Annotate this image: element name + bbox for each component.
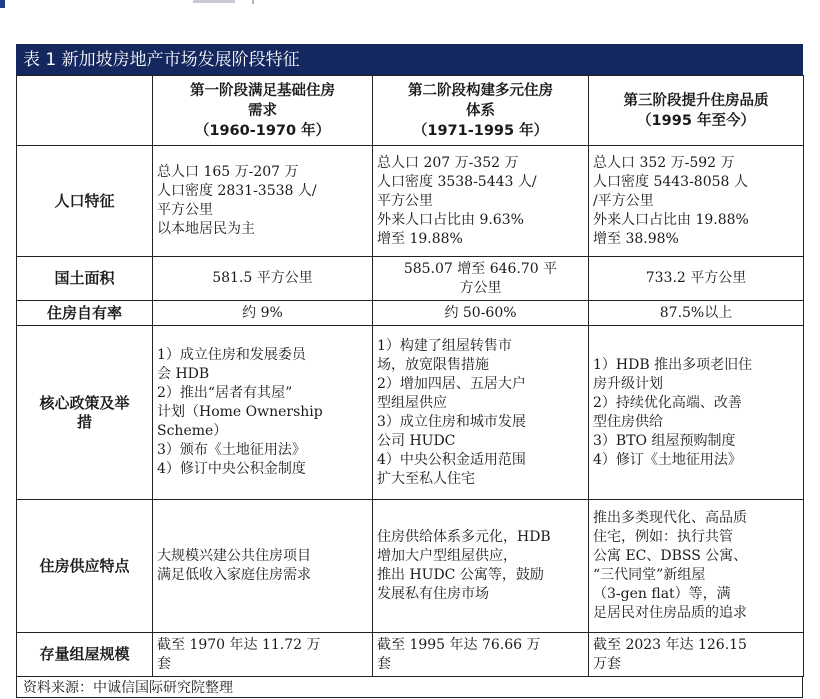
cell-ownership-stage3 bbox=[589, 301, 804, 326]
cell-line: 约 50-60% bbox=[444, 304, 517, 321]
cell-line: 型组屋供应 bbox=[377, 394, 447, 411]
table-row-land-area bbox=[17, 257, 804, 301]
row-label-supply: 住房供应特点 bbox=[17, 500, 153, 633]
cell-line: 1）构建了组屋转售市 bbox=[377, 337, 512, 354]
cell-line: 计划（Home Ownership bbox=[157, 404, 323, 420]
cell-supply-stage1 bbox=[153, 500, 373, 633]
row-label-ownership: 住房自有率 bbox=[17, 301, 153, 326]
cell-stock-stage2 bbox=[373, 633, 589, 677]
stage-table bbox=[16, 75, 804, 677]
stage3-years: （1995 年至今） bbox=[637, 112, 755, 129]
table-row-ownership bbox=[17, 301, 804, 326]
cell-supply-stage3 bbox=[589, 500, 804, 633]
cell-line: 万套 bbox=[593, 655, 621, 672]
stage1-title-line2: 需求 bbox=[248, 102, 277, 119]
cell-land-stage2 bbox=[373, 257, 589, 301]
cell-line: 外来人口占比由 9.63% bbox=[377, 211, 524, 228]
cell-line: 套 bbox=[157, 655, 171, 672]
cell-line: 人口密度 3538-5443 人/ bbox=[377, 173, 537, 190]
cell-line: 2）持续优化高端、改善 bbox=[593, 394, 742, 411]
cell-line: 2）增加四居、五居大户 bbox=[377, 375, 526, 392]
table-container bbox=[16, 44, 803, 698]
stage2-years: （1971-1995 年） bbox=[412, 122, 549, 139]
table-row-supply bbox=[17, 500, 804, 633]
cell-line: 增加大户型组屋供应， bbox=[377, 548, 517, 564]
table-title: 表 1 新加坡房地产市场发展阶段特征 bbox=[16, 44, 803, 75]
cell-policies-stage3 bbox=[589, 326, 804, 500]
cell-line: 人口密度 2831-3538 人/ bbox=[157, 183, 317, 199]
stage1-years: （1960-1970 年） bbox=[194, 122, 331, 139]
cell-line: 截至 2023 年达 126.15 bbox=[593, 636, 747, 653]
cell-population-stage1 bbox=[153, 146, 373, 257]
row-label-land-area: 国土面积 bbox=[17, 257, 153, 301]
cell-line: 住房供给体系多元化，HDB bbox=[377, 529, 551, 545]
table-row-policies bbox=[17, 326, 804, 500]
cell-line: 1）成立住房和发展委员 bbox=[157, 347, 306, 363]
cell-line: 满足低收入家庭住房需求 bbox=[157, 567, 311, 583]
brand-mark bbox=[0, 0, 5, 8]
cell-line: （3-gen flat）等，满 bbox=[593, 586, 731, 602]
table-row-stock bbox=[17, 633, 804, 677]
cell-line: 87.5%以上 bbox=[659, 304, 733, 321]
source-note: 资料来源：中诚信国际研究院整理 bbox=[16, 677, 803, 698]
cell-stock-stage1 bbox=[153, 633, 373, 677]
header-fragment-tick bbox=[252, 0, 254, 4]
cell-stock-stage3 bbox=[589, 633, 804, 677]
row-label-line: 核心政策及举 bbox=[39, 393, 130, 412]
cell-line: 截至 1970 年达 11.72 万 bbox=[157, 636, 321, 653]
cell-line: 4）修订《土地征用法》 bbox=[593, 451, 742, 468]
cell-line: 推出多类现代化、高品质 bbox=[593, 510, 747, 526]
column-header-stage3 bbox=[589, 76, 804, 146]
cell-ownership-stage2 bbox=[373, 301, 589, 326]
cell-line: 大规模兴建公共住房项目 bbox=[157, 548, 311, 564]
cell-line: 增至 19.88% bbox=[377, 230, 463, 247]
cell-line: 总人口 165 万-207 万 bbox=[157, 164, 299, 180]
row-label-population: 人口特征 bbox=[17, 146, 153, 257]
stage2-title-line1: 第二阶段构建多元住房 bbox=[408, 82, 553, 99]
cell-land-stage3 bbox=[589, 257, 804, 301]
cell-population-stage2 bbox=[373, 146, 589, 257]
cell-line: 平方公里 bbox=[377, 192, 433, 209]
cell-line: 3）成立住房和城市发展 bbox=[377, 413, 526, 430]
cell-population-stage3 bbox=[589, 146, 804, 257]
cell-line: 公寓 EC、DBSS 公寓、 bbox=[593, 548, 748, 564]
stage2-title-line2: 体系 bbox=[466, 102, 495, 119]
column-header-stage2 bbox=[373, 76, 589, 146]
cell-line: 约 9% bbox=[242, 304, 283, 321]
cell-line: 2）推出“居者有其屋” bbox=[157, 385, 293, 401]
cell-line: “三代同堂”新组屋 bbox=[593, 567, 706, 583]
cell-line: 人口密度 5443-8058 人 bbox=[593, 173, 748, 190]
corner-cell bbox=[17, 76, 153, 146]
cell-line: 平方公里 bbox=[157, 202, 213, 218]
header-strip bbox=[0, 0, 820, 8]
cell-line: 房升级计划 bbox=[593, 375, 663, 392]
cell-line: 住宅，例如：执行共管 bbox=[593, 529, 733, 545]
cell-line: 型住房供给 bbox=[593, 413, 663, 430]
cell-line: 4）中央公积金适用范围 bbox=[377, 451, 526, 468]
cell-line: 外来人口占比由 19.88% bbox=[593, 211, 749, 228]
cell-line: 以本地居民为主 bbox=[157, 221, 255, 237]
cell-line: 发展私有住房市场 bbox=[377, 586, 489, 602]
cell-line: 方公里 bbox=[459, 279, 502, 296]
cell-line: 扩大至私人住宅 bbox=[377, 470, 475, 487]
cell-line: 4）修订中央公积金制度 bbox=[157, 461, 306, 477]
cell-line: 推出 HUDC 公寓等，鼓励 bbox=[377, 567, 544, 583]
cell-line: 1）HDB 推出多项老旧住 bbox=[593, 356, 753, 373]
cell-line: 3）颁布《土地征用法》 bbox=[157, 442, 306, 458]
cell-line: 增至 38.98% bbox=[593, 230, 679, 247]
stage1-title-line1: 第一阶段满足基础住房 bbox=[190, 82, 335, 99]
cell-policies-stage2 bbox=[373, 326, 589, 500]
cell-line: 截至 1995 年达 76.66 万 bbox=[377, 636, 541, 653]
cell-ownership-stage1 bbox=[153, 301, 373, 326]
cell-line: 3）BTO 组屋预购制度 bbox=[593, 432, 736, 449]
cell-land-stage1 bbox=[153, 257, 373, 301]
table-row-population bbox=[17, 146, 804, 257]
column-header-stage1 bbox=[153, 76, 373, 146]
row-label-line: 措 bbox=[76, 412, 92, 431]
cell-line: 733.2 平方公里 bbox=[645, 270, 747, 286]
cell-line: 总人口 352 万-592 万 bbox=[593, 154, 735, 171]
cell-line: 会 HDB bbox=[157, 366, 210, 382]
header-fragment bbox=[193, 0, 235, 3]
row-label-stock: 存量组屋规模 bbox=[17, 633, 153, 677]
stage3-title-line1: 第三阶段提升住房品质 bbox=[623, 92, 769, 109]
row-label-policies bbox=[17, 326, 153, 500]
cell-supply-stage2 bbox=[373, 500, 589, 633]
cell-policies-stage1 bbox=[153, 326, 373, 500]
cell-line: 585.07 增至 646.70 平 bbox=[403, 260, 558, 277]
cell-line: 总人口 207 万-352 万 bbox=[377, 154, 519, 171]
cell-line: 公司 HUDC bbox=[377, 432, 456, 449]
cell-line: Scheme） bbox=[157, 423, 228, 439]
cell-line: 场，放宽限售措施 bbox=[377, 356, 489, 373]
cell-line: 足居民对住房品质的追求 bbox=[593, 605, 747, 621]
header-row bbox=[17, 76, 804, 146]
cell-line: /平方公里 bbox=[593, 192, 654, 209]
cell-line: 581.5 平方公里 bbox=[212, 270, 313, 286]
cell-line: 套 bbox=[377, 655, 391, 672]
